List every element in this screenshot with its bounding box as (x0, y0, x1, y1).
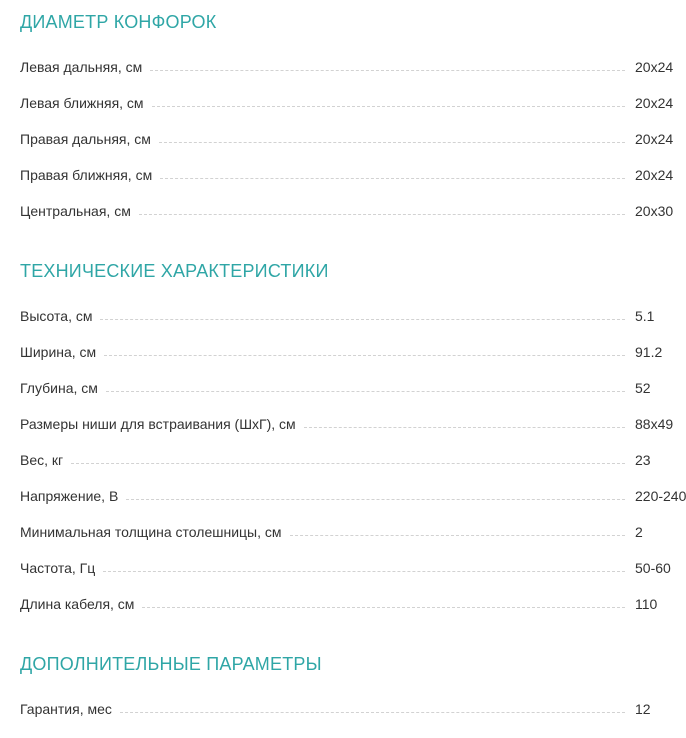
section-title-technical-specs: ТЕХНИЧЕСКИЕ ХАРАКТЕРИСТИКИ (20, 261, 329, 281)
spec-value: 5.1 (635, 308, 655, 324)
dotted-leader (100, 319, 625, 320)
dotted-leader (152, 106, 625, 107)
dotted-leader (159, 142, 625, 143)
spec-row (20, 698, 680, 718)
spec-label: Частота, Гц (20, 560, 96, 576)
spec-row (20, 557, 680, 577)
spec-label: Левая ближняя, см (20, 95, 144, 111)
spec-label: Ширина, см (20, 344, 97, 360)
spec-row (20, 56, 680, 76)
spec-row (20, 92, 680, 112)
section-title-burner-diameter: ДИАМЕТР КОНФОРОК (20, 12, 217, 32)
spec-label: Левая дальняя, см (20, 59, 143, 75)
spec-row (20, 377, 680, 397)
dotted-leader (106, 391, 625, 392)
spec-label: Правая ближняя, см (20, 167, 153, 183)
spec-label: Размеры ниши для встраивания (ШхГ), см (20, 416, 296, 432)
spec-value: 88x49 (635, 416, 674, 432)
section-title-additional-params: ДОПОЛНИТЕЛЬНЫЕ ПАРАМЕТРЫ (20, 654, 322, 674)
spec-value: 23 (635, 452, 651, 468)
dotted-leader (142, 607, 625, 608)
dotted-leader (126, 499, 625, 500)
dotted-leader (139, 214, 625, 215)
spec-value: 91.2 (635, 344, 663, 360)
spec-row (20, 305, 680, 325)
dotted-leader (290, 535, 625, 536)
spec-label: Глубина, см (20, 380, 98, 396)
dotted-leader (120, 712, 625, 713)
spec-label: Вес, кг (20, 452, 64, 468)
spec-value: 110 (635, 596, 658, 612)
spec-label: Длина кабеля, см (20, 596, 135, 612)
spec-value: 20x24 (635, 59, 674, 75)
dotted-leader (104, 355, 625, 356)
spec-row (20, 164, 680, 184)
dotted-leader (103, 571, 625, 572)
spec-row (20, 413, 680, 433)
spec-value: 12 (635, 701, 651, 717)
spec-value: 20x24 (635, 131, 674, 147)
spec-value: 220-240 (635, 488, 686, 504)
spec-value: 50-60 (635, 560, 671, 576)
spec-label: Высота, см (20, 308, 93, 324)
spec-row (20, 593, 680, 613)
spec-row (20, 521, 680, 541)
spec-value: 2 (635, 524, 643, 540)
spec-label: Центральная, см (20, 203, 131, 219)
spec-label: Напряжение, В (20, 488, 119, 504)
spec-value: 52 (635, 380, 651, 396)
spec-value: 20x24 (635, 167, 674, 183)
spec-value: 20x24 (635, 95, 674, 111)
spec-label: Правая дальняя, см (20, 131, 151, 147)
spec-value: 20x30 (635, 203, 674, 219)
dotted-leader (150, 70, 625, 71)
spec-row (20, 128, 680, 148)
spec-row (20, 200, 680, 220)
spec-row (20, 341, 680, 361)
spec-label: Минимальная толщина столешницы, см (20, 524, 282, 540)
spec-label: Гарантия, мес (20, 701, 112, 717)
dotted-leader (304, 427, 625, 428)
dotted-leader (71, 463, 625, 464)
dotted-leader (160, 178, 625, 179)
spec-row (20, 485, 686, 505)
spec-row (20, 449, 680, 469)
